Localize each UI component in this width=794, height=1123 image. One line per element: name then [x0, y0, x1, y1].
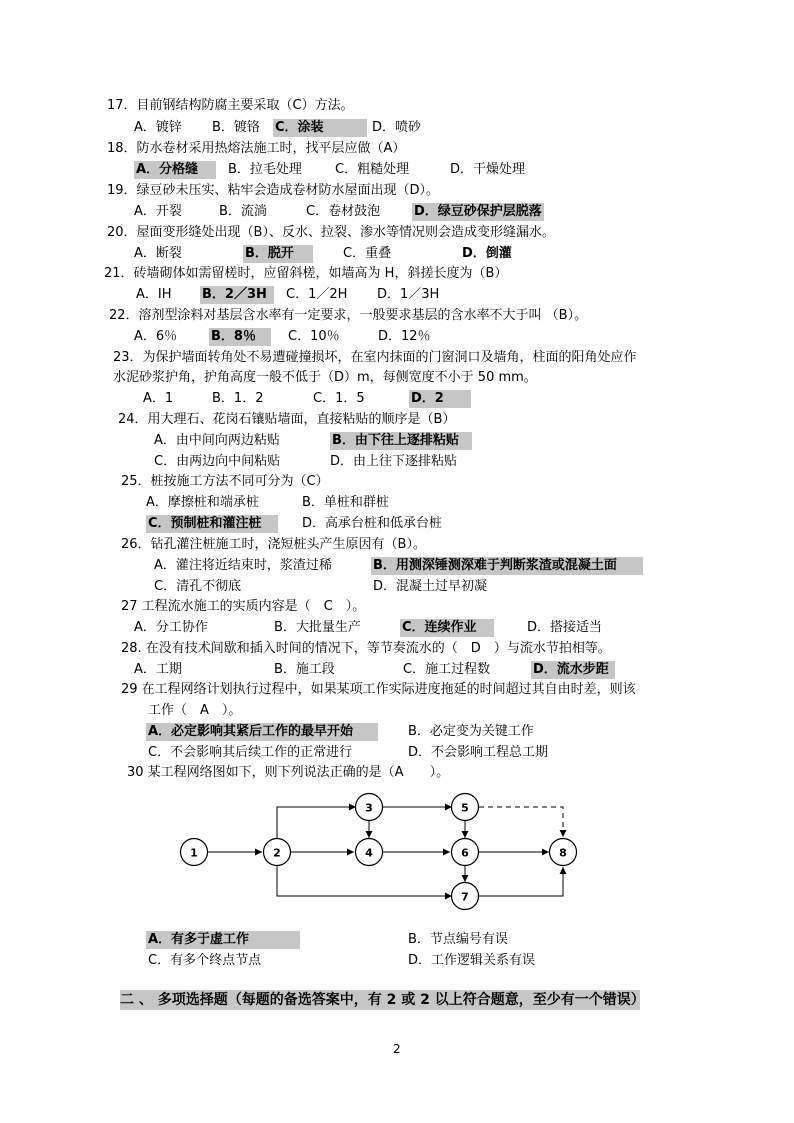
q27-opt-b: B．大批量生产: [274, 620, 361, 635]
network-diagram: [0, 785, 794, 915]
q26-opt-a: A．灌注将近结束时，浆渣过稀: [154, 558, 332, 573]
q18-opt-a-answer: A．分格缝: [134, 161, 216, 179]
q17-opt-d: D．喷砂: [372, 120, 422, 135]
node-1: [181, 839, 208, 866]
q30-opt-b: B．节点编号有误: [408, 932, 508, 947]
q17-stem: 17．目前钢结构防腐主要采取（C）方法。: [107, 98, 354, 113]
node-4-label: 4: [365, 846, 373, 860]
q23-opt-d-answer: D．2: [409, 390, 471, 408]
q21-opt-a: A．IH: [136, 287, 172, 302]
q21-opt-b-answer: B．2／3H: [200, 286, 274, 304]
q29-opt-b: B．必定变为关键工作: [408, 724, 534, 739]
arrow-2-3: [277, 807, 356, 838]
q19-stem: 19．绿豆砂未压实、粘牢会造成卷材防水屋面出现（D）。: [107, 183, 440, 198]
q17-opt-c-answer: C．涂装: [273, 119, 367, 137]
q20-opt-c: C．重叠: [343, 246, 392, 261]
node-1-label: 1: [190, 846, 198, 860]
node-2-label: 2: [273, 846, 281, 860]
node-6: [452, 839, 479, 866]
q18-opt-c: C．粗糙处理: [335, 162, 410, 177]
q25-opt-b: B．单桩和群桩: [302, 495, 389, 510]
q28-opt-c: C．施工过程数: [403, 662, 491, 677]
q26-opt-c: C．清孔不彻底: [154, 579, 242, 594]
q17-opt-a: A．镀锌: [134, 120, 182, 135]
q25-opt-d: D．高承台桩和低承台桩: [302, 516, 443, 531]
q20-opt-b-answer: B．脱开: [243, 245, 313, 263]
q18-stem: 18．防水卷材采用热熔法施工时，找平层应做（A）: [107, 141, 406, 156]
arrow-7-8: [479, 867, 563, 896]
q29-opt-a-answer: A．必定影响其紧后工作的最早开始: [146, 723, 378, 741]
q27-opt-d: D．搭接适当: [527, 620, 603, 635]
q20-stem: 20．屋面变形缝处出现（B）、反水、拉裂、渗水等情况则会造成变形缝漏水。: [107, 225, 555, 240]
q23-stem: 23．为保护墙面转角处不易遭碰撞损坏，在室内抹面的门窗洞口及墙角，柱面的阳角处应作: [113, 350, 637, 365]
q18-opt-d: D．干燥处理: [450, 162, 526, 177]
q21-stem: 21．砖墙砌体如需留槎时，应留斜槎，如墙高为 H，斜搓长度为（B）: [104, 266, 508, 281]
node-3-label: 3: [365, 801, 373, 815]
q19-opt-b: B．流淌: [219, 204, 267, 219]
q28-opt-a: A．工期: [134, 662, 182, 677]
q29-stem: 29 在工程网络计划执行过程中，如果某项工作实际进度拖延的时间超过其自由时差，则该: [121, 682, 636, 697]
q18-opt-b: B．拉毛处理: [228, 162, 302, 177]
q27-stem: 27 工程流水施工的实质内容是（ C ）。: [121, 599, 366, 614]
q26-opt-b-answer: B．用测深锤测深难于判断浆渣或混凝土面: [371, 557, 643, 575]
q23-opt-c: C．1．5: [313, 391, 365, 406]
q24-opt-d: D．由上往下逐排粘贴: [330, 454, 458, 469]
q28-opt-d-answer: D．流水步距: [531, 661, 615, 679]
node-7-label: 7: [461, 890, 469, 904]
q19-opt-d-answer: D．绿豆砂保护层脱落: [414, 204, 542, 219]
q21-opt-d: D．1／3H: [377, 287, 440, 302]
q29-stem-cont: 工作（ A ）。: [148, 703, 242, 718]
node-8: [550, 839, 577, 866]
q17-opt-b: B．镀铬: [212, 120, 260, 135]
node-5: [452, 794, 479, 821]
arrow-2-7: [277, 866, 452, 896]
q21-opt-c: C．1／2H: [286, 287, 348, 302]
q24-opt-a: A．由中间向两边粘贴: [154, 433, 280, 448]
q20-opt-a: A．断裂: [134, 246, 182, 261]
dummy-arrow-5-8: [479, 807, 563, 837]
q30-opt-c: C．有多个终点节点: [148, 953, 262, 968]
q27-opt-c-answer: C．连续作业: [400, 619, 494, 637]
q24-opt-c: C．由两边向中间粘贴: [154, 454, 281, 469]
q22-opt-d: D．12％: [378, 329, 431, 344]
q24-opt-b-answer: B．由下往上逐排粘贴: [330, 432, 472, 450]
q20-opt-d: D．倒灌: [460, 245, 534, 263]
q25-opt-a: A．摩擦桩和端承桩: [146, 495, 259, 510]
node-2: [264, 839, 291, 866]
q28-opt-b: B．施工段: [274, 662, 335, 677]
node-7: [452, 883, 479, 910]
q25-opt-c-answer: C．预制桩和灌注桩: [146, 515, 278, 533]
section-heading-multiple-choice: 二 、 多项选择题（每题的备选答案中，有 2 或 2 以上符合题意，至少有一个错误）: [120, 992, 645, 1008]
node-4: [356, 839, 383, 866]
q22-opt-b-answer: B．8％: [209, 328, 271, 346]
q22-opt-a: A．6％: [134, 329, 178, 344]
q30-opt-d: D．工作逻辑关系有误: [408, 953, 536, 968]
q29-opt-d: D．不会影响工程总工期: [408, 745, 549, 760]
node-6-label: 6: [461, 846, 469, 860]
page-number: 2: [393, 1042, 401, 1056]
q22-opt-c: C．10％: [288, 329, 340, 344]
q30-opt-a-answer: A．有多于虚工作: [146, 931, 300, 949]
node-3: [356, 794, 383, 821]
q26-stem: 26．钻孔灌注桩施工时，浇短桩头产生原因有（B）。: [121, 537, 426, 552]
q19-opt-c: C．卷材鼓泡: [306, 204, 381, 219]
q26-opt-d: D．混凝土过早初凝: [373, 579, 488, 594]
q28-stem: 28. 在没有技术间歇和插入时间的情况下，等节奏流水的（ D ）与流水节拍相等。: [121, 641, 611, 656]
q29-opt-c: C．不会影响其后续工作的正常进行: [148, 745, 353, 760]
q30-stem: 30 某工程网络图如下，则下列说法正确的是（A ）。: [127, 765, 450, 780]
q19-opt-a: A．开裂: [134, 204, 182, 219]
node-5-label: 5: [461, 801, 469, 815]
q27-opt-a: A．分工协作: [134, 620, 208, 635]
q23-opt-a: A．1: [143, 391, 174, 406]
q24-stem: 24．用大理石、花岗石镶贴墙面，直接粘贴的顺序是（B）: [118, 412, 456, 427]
node-8-label: 8: [559, 846, 567, 860]
q23-stem-cont: 水泥砂浆护角，护角高度一般不低于（D）m，每侧宽度不小于 50 mm。: [113, 370, 537, 385]
q25-stem: 25．桩按施工方法不同可分为（C）: [121, 474, 329, 489]
q22-stem: 22．溶剂型涂料对基层含水率有一定要求，一般要求基层的含水率不大于叫 （B）。: [109, 308, 588, 323]
q23-opt-b: B．1．2: [212, 391, 264, 406]
